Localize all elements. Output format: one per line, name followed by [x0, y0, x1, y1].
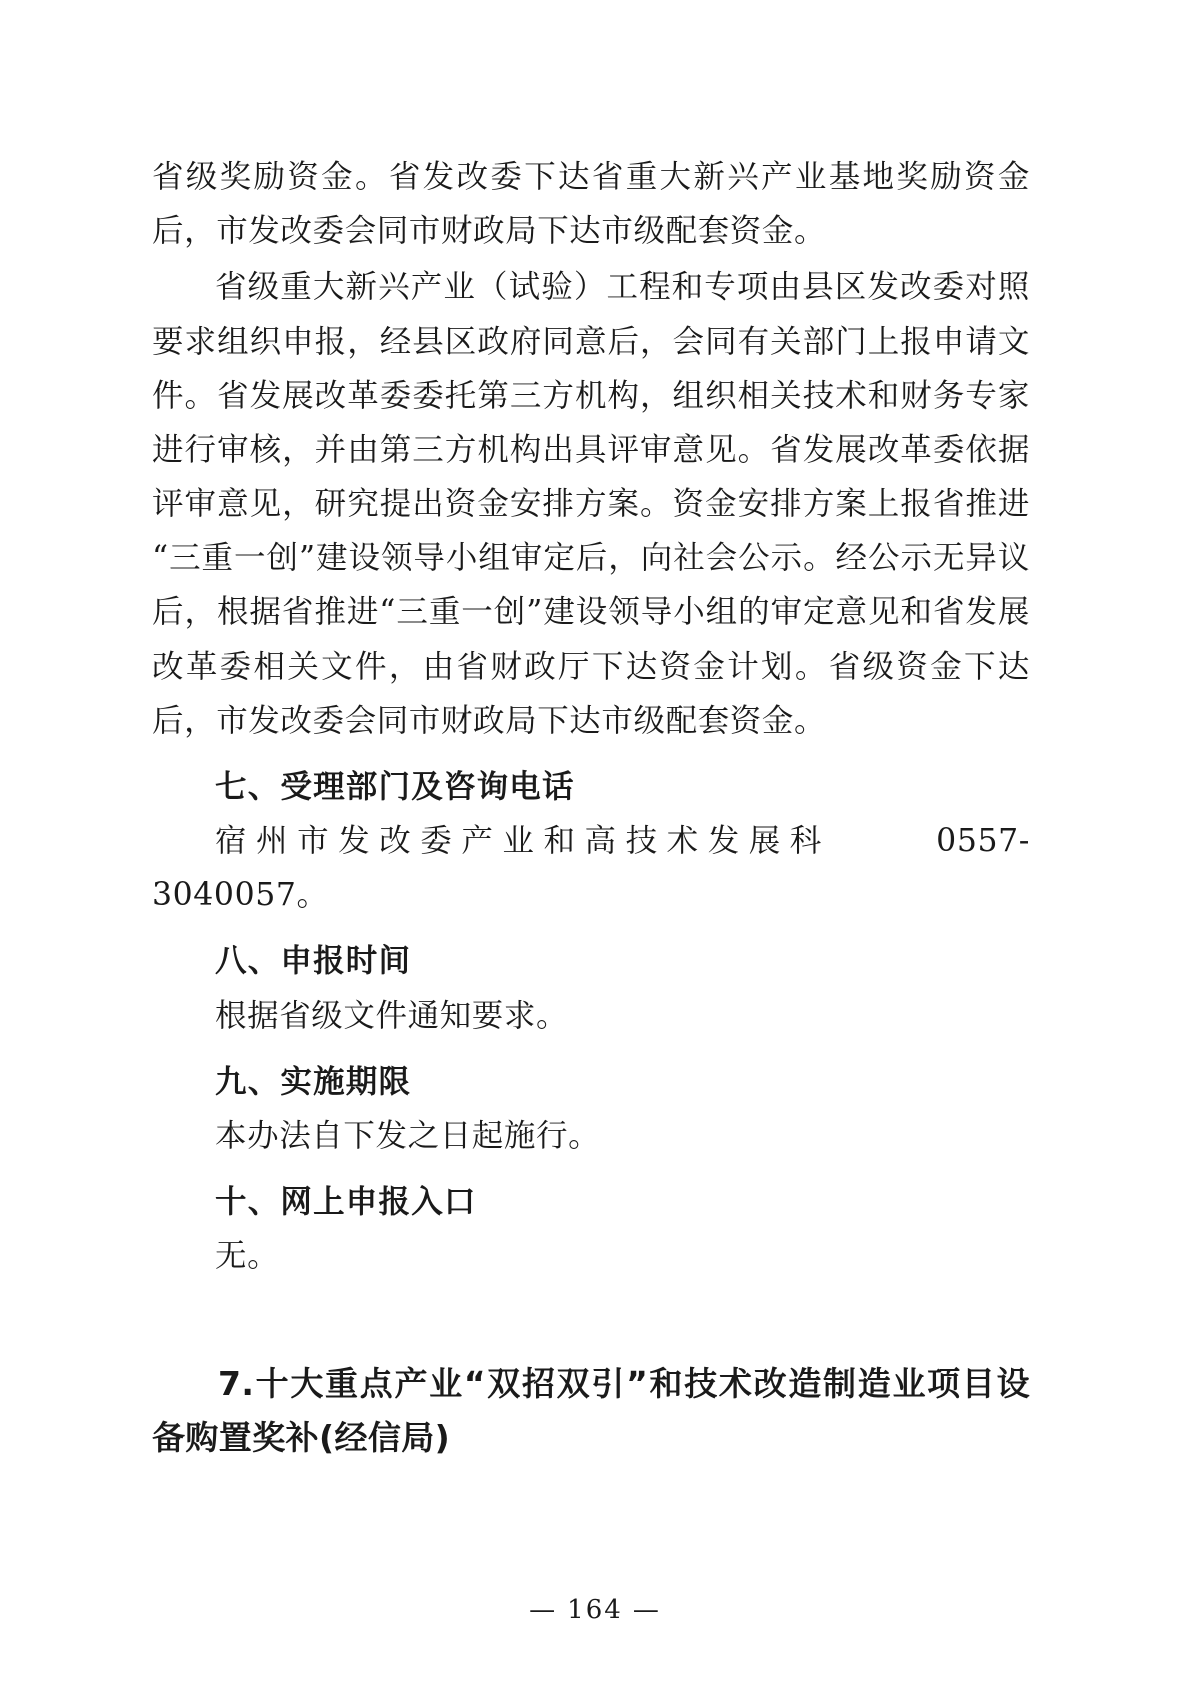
document-body: [152, 150, 1030, 1464]
next-item-title: 7.十大重点产业“双招双引”和技术改造制造业项目设备购置奖补(经信局): [152, 1364, 1030, 1457]
footer-dash-right: —: [632, 1595, 661, 1625]
section-heading-7: 七、受理部门及咨询电话: [215, 767, 575, 805]
section-heading-10: 十、网上申报入口: [215, 1183, 477, 1221]
footer-dash-left: —: [529, 1595, 558, 1625]
section-body-9: 本办法自下发之日起施行。: [215, 1117, 601, 1154]
section-body-8: 根据省级文件通知要求。: [215, 997, 569, 1034]
section-heading-8: 八、申报时间: [215, 942, 412, 980]
page-number: 164: [567, 1595, 623, 1625]
section-heading-9: 九、实施期限: [215, 1062, 412, 1100]
section-7-phone: 0557-3040057。: [152, 823, 1030, 914]
section-7-department: 宿州市发改委产业和高技术发展科: [215, 823, 831, 860]
paragraph-provincial-projects: 省级重大新兴产业（试验）工程和专项由县区发改委对照要求组织申报，经县区政府同意后，会同有关部门上报申请文件。省发展改革委委托第三方机构，组织相关技术和财务专家进行审核，并由第三方机构出具评审意见。省发展改革委依据评审意见，研究提出资金安排方案。资金安排方案上报省推进“三重一创”建设领导小组审定后，向社会公示。经公示无异议后，根据省推进“三重一创”建设领导小组的审定意见和省发展改革委相关文件，由省财政厅下达资金计划。省级资金下达后，市发改委会同市财政局下达市级配套资金。: [152, 269, 1030, 739]
page-footer: [0, 1595, 1190, 1625]
paragraph-continuation: 省级奖励资金。省发改委下达省重大新兴产业基地奖励资金后，市发改委会同市财政局下达市级配套资金。: [152, 159, 1030, 250]
section-body-10: 无。: [215, 1238, 280, 1275]
section-body-7: [152, 814, 1030, 922]
